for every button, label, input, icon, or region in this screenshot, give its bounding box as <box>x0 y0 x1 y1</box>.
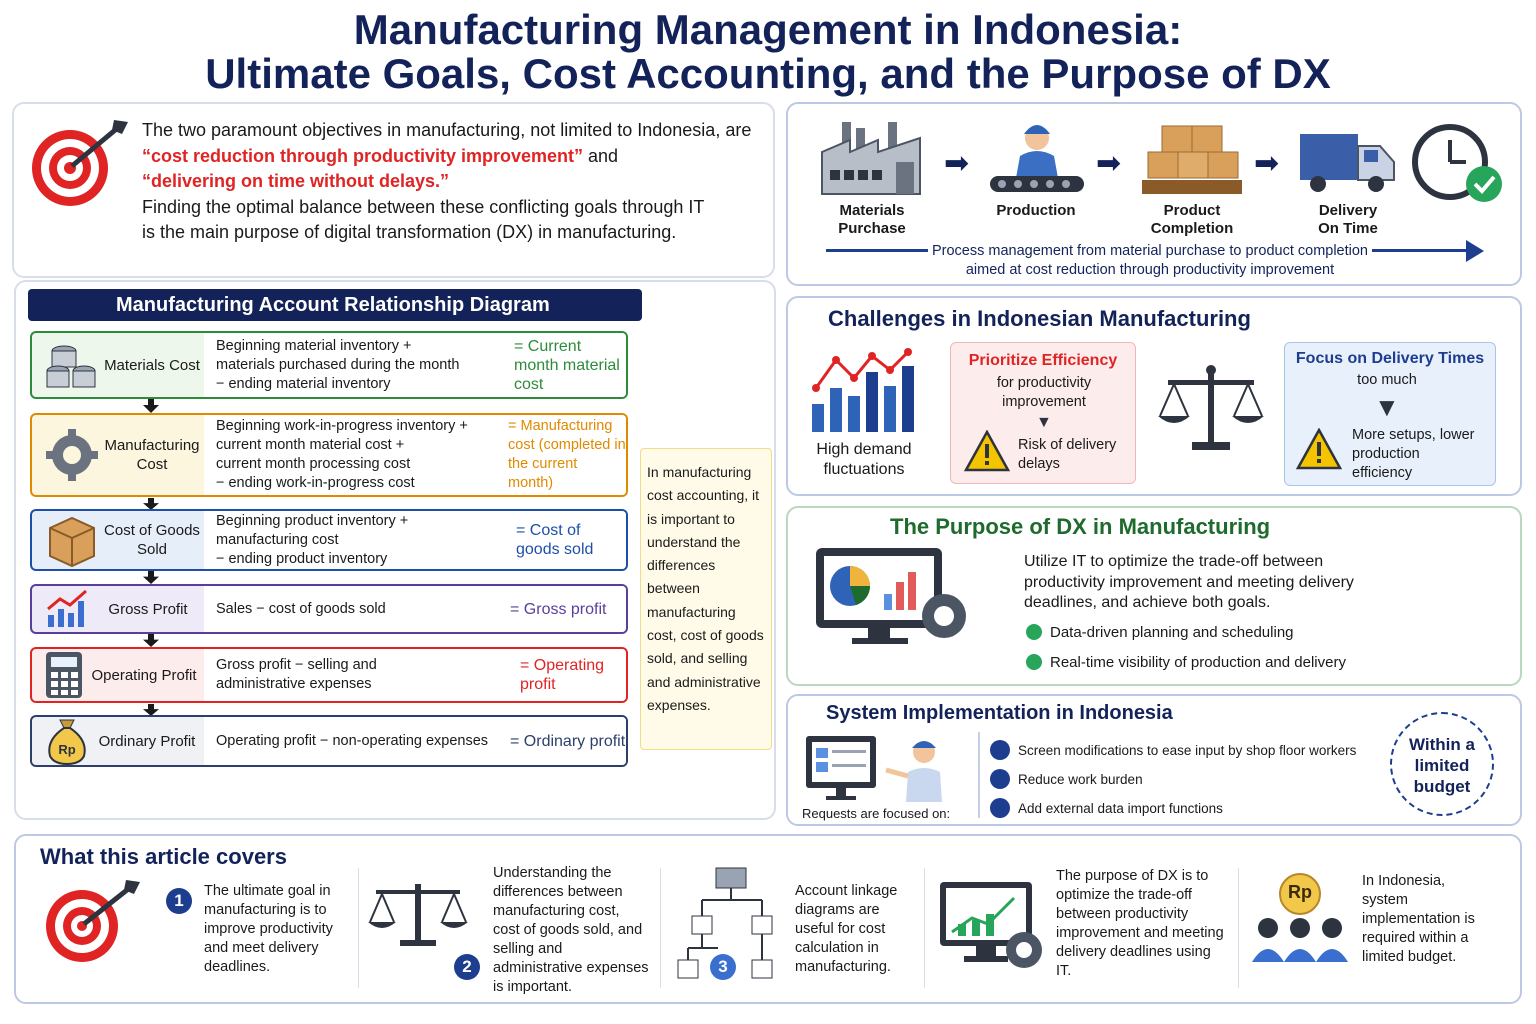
account-label <box>32 511 204 569</box>
account-formula-text <box>216 656 520 694</box>
cost-accounting-note: In manufacturing cost accounting, it is important to understand the differences between manufacturing cost, cost of goods sold, and selling and administrative expenses. <box>640 448 772 750</box>
account-formula-text <box>216 337 514 394</box>
growth-chart-icon <box>44 587 92 631</box>
dx-purpose-text: Utilize IT to optimize the trade-off between productivity improvement and meeting delivery deadlines, and achieve both goals. <box>1024 553 1354 611</box>
coins-icon <box>44 337 100 393</box>
formula-line: current month material cost + <box>216 437 405 453</box>
money-bag-icon <box>44 716 90 766</box>
account-formula-text <box>216 732 510 751</box>
screen-worker-icon <box>802 732 962 804</box>
flow-down-arrow <box>143 703 159 715</box>
formula-line: Gross profit − selling and <box>216 657 377 673</box>
formula-line: Beginning material inventory + <box>216 337 412 354</box>
covers-target-icon <box>42 878 142 964</box>
flow-down-arrow <box>143 571 159 584</box>
delivery-title: Focus on Delivery Times <box>1295 350 1485 367</box>
intro-line4: Finding the optimal balance between these conflicting goals through IT <box>142 196 705 217</box>
warning-icon <box>964 430 1010 472</box>
demand-chart-icon <box>808 348 928 434</box>
delivery-result: More setups, lower production efficiency <box>1352 427 1475 481</box>
box-icon <box>44 512 100 568</box>
system-caption: Requests are focused on: <box>802 806 951 821</box>
check-icon <box>990 798 1010 818</box>
account-result: = Cost of goods sold <box>516 522 594 558</box>
budget-badge: Within a limited budget <box>1390 712 1494 816</box>
efficiency-down-arrow: ▼ <box>1036 414 1052 431</box>
formula-line: materials purchased during the month <box>216 356 460 373</box>
account-formula-text <box>216 512 516 569</box>
process-arrow-1: ➡ <box>944 147 970 180</box>
intro-line5: is the main purpose of digital transformation (DX) in manufacturing. <box>142 222 677 242</box>
account-result: = Current month material cost <box>514 337 620 393</box>
intro-highlight-delivery: “delivering on time without delays.” <box>142 171 450 191</box>
dx-monitor-gear-icon <box>812 544 976 646</box>
formula-line: administrative expenses <box>216 676 372 692</box>
covers-rp-label: Rp <box>1288 882 1312 902</box>
covers-item-5: In Indonesia, system implementation is required within a limited budget. <box>1362 873 1475 965</box>
account-result: = Operating profit <box>520 657 605 693</box>
dx-bullet-1: Data-driven planning and scheduling <box>1026 624 1294 641</box>
flow-down-arrow <box>143 497 159 509</box>
account-row-materials-cost <box>30 331 628 399</box>
process-step-materials: Materials Purchase <box>838 202 906 237</box>
process-arrow-2: ➡ <box>1096 147 1122 180</box>
factory-icon <box>820 118 922 196</box>
dx-purpose-title: The Purpose of DX in Manufacturing <box>890 514 1271 539</box>
calculator-icon <box>44 650 84 700</box>
covers-item-4: The purpose of DX is to optimize the trade-off between productivity improvement and meeting delivery deadlines using IT. <box>1056 868 1224 979</box>
account-label-text: Ordinary Profit <box>98 732 196 750</box>
challenges-title: Challenges in Indonesian Manufacturing <box>828 306 1251 331</box>
account-row-ordinary-profit <box>30 715 628 767</box>
account-label <box>32 586 204 632</box>
account-formula <box>204 415 626 495</box>
covers-item-3: Account linkage diagrams are useful for cost calculation in manufacturing. <box>795 883 898 975</box>
covers-divider <box>660 868 661 988</box>
covers-divider <box>1238 868 1239 988</box>
check-icon <box>1026 654 1042 670</box>
process-step-production: Production <box>996 202 1076 219</box>
flow-down-arrow <box>143 399 159 413</box>
balance-scale-icon <box>1156 362 1266 454</box>
account-label <box>32 649 204 701</box>
account-row-operating-profit <box>30 647 628 703</box>
boxes-icon <box>1140 122 1244 196</box>
system-item-3: Add external data import functions <box>990 798 1223 818</box>
page-title-line1: Manufacturing Management in Indonesia: <box>353 6 1183 53</box>
delivery-down-arrow: ▼ <box>1374 392 1400 422</box>
account-label-text: Materials Cost <box>104 356 200 374</box>
account-row-manufacturing-cost <box>30 413 628 497</box>
intro-line2 <box>142 144 762 170</box>
efficiency-risk: Risk of delivery delays <box>1018 437 1117 472</box>
account-label <box>32 333 204 397</box>
account-formula-text <box>216 417 508 493</box>
covers-divider <box>358 868 359 988</box>
formula-line: − ending material inventory <box>216 375 391 392</box>
formula-line: Beginning work-in-progress inventory + <box>216 418 468 434</box>
efficiency-title: Prioritize Efficiency <box>968 352 1118 369</box>
svg-text:Rp: Rp <box>58 742 76 757</box>
account-label <box>32 415 204 495</box>
system-divider <box>978 732 980 818</box>
account-label <box>32 717 204 765</box>
formula-line: Beginning product inventory + <box>216 512 409 529</box>
account-label-text: Cost of Goods Sold <box>104 522 200 558</box>
account-row-cost-of-goods-sold <box>30 509 628 571</box>
covers-number-2: 2 <box>454 954 480 980</box>
account-result: = Manufacturing cost (completed in the current month) <box>508 418 626 491</box>
formula-line: manufacturing cost <box>216 531 339 548</box>
process-step-delivery: Delivery On Time <box>1318 202 1378 237</box>
check-icon <box>990 769 1010 789</box>
system-item-2: Reduce work burden <box>990 769 1143 789</box>
flow-down-arrow <box>143 634 159 647</box>
account-result: = Gross profit <box>510 600 607 618</box>
account-diagram-title: Manufacturing Account Relationship Diagram <box>28 289 642 321</box>
delivery-subtitle: too much <box>1357 372 1417 388</box>
dx-bullet-2: Real-time visibility of production and delivery <box>1026 654 1346 671</box>
covers-scale-icon <box>366 878 470 950</box>
process-step-completion: Product Completion <box>1150 202 1234 237</box>
formula-line: Operating profit − non-operating expenses <box>216 732 489 749</box>
covers-number-3: 3 <box>710 954 736 980</box>
covers-divider <box>924 868 925 988</box>
covers-item-2: Understanding the differences between manufacturing cost, cost of goods sold, and selling and administrative expenses is important. <box>493 865 649 995</box>
formula-line: current month processing cost <box>216 456 411 472</box>
gear-icon <box>44 427 100 483</box>
formula-line: Sales − cost of goods sold <box>216 600 386 617</box>
account-label-text: Manufacturing Cost <box>104 437 200 473</box>
intro-text <box>142 118 762 246</box>
account-label-text: Gross Profit <box>108 600 188 618</box>
process-arrow-3: ➡ <box>1254 147 1280 180</box>
account-formula <box>204 511 626 569</box>
system-title: System Implementation in Indonesia <box>826 702 1173 724</box>
check-icon <box>1026 624 1042 640</box>
covers-number-1: 1 <box>166 888 192 914</box>
intro-highlight-cost: “cost reduction through productivity improvement” <box>142 145 584 166</box>
page-title-line2: Ultimate Goals, Cost Accounting, and the Purpose of DX <box>205 50 1331 97</box>
intro-line1: The two paramount objectives in manufacturing, not limited to Indonesia, are <box>142 120 752 140</box>
production-worker-icon <box>988 116 1086 196</box>
account-formula <box>204 333 626 397</box>
delivery-truck-icon <box>1298 128 1396 194</box>
system-item-1: Screen modifications to ease input by shop floor workers <box>990 740 1356 760</box>
efficiency-subtitle: for productivity improvement <box>996 375 1092 410</box>
covers-title: What this article covers <box>40 844 287 869</box>
formula-line: − ending product inventory <box>216 550 388 567</box>
delivery-warning-icon <box>1296 428 1342 470</box>
demand-label: High demand fluctuations <box>816 441 912 478</box>
check-icon <box>990 740 1010 760</box>
account-row-gross-profit <box>30 584 628 634</box>
formula-line: − ending work-in-progress cost <box>216 475 415 491</box>
covers-monitor-gear-icon <box>938 880 1044 976</box>
account-formula-text <box>216 600 510 619</box>
intro-and: and <box>583 145 619 166</box>
covers-item-1: The ultimate goal in manufacturing is to improve productivity and meet delivery deadlines. <box>204 883 333 975</box>
clock-check-icon <box>1410 122 1506 206</box>
process-timeline-arrowhead <box>1466 240 1484 262</box>
target-icon <box>28 118 130 208</box>
process-caption: Process management from material purchase to product completion aimed at cost reduction through productivity improvement <box>900 242 1400 280</box>
account-result: = Ordinary profit <box>510 732 626 750</box>
account-formula <box>204 717 626 765</box>
account-label-text: Operating Profit <box>91 666 197 684</box>
account-formula <box>204 649 626 701</box>
account-formula <box>204 586 626 632</box>
